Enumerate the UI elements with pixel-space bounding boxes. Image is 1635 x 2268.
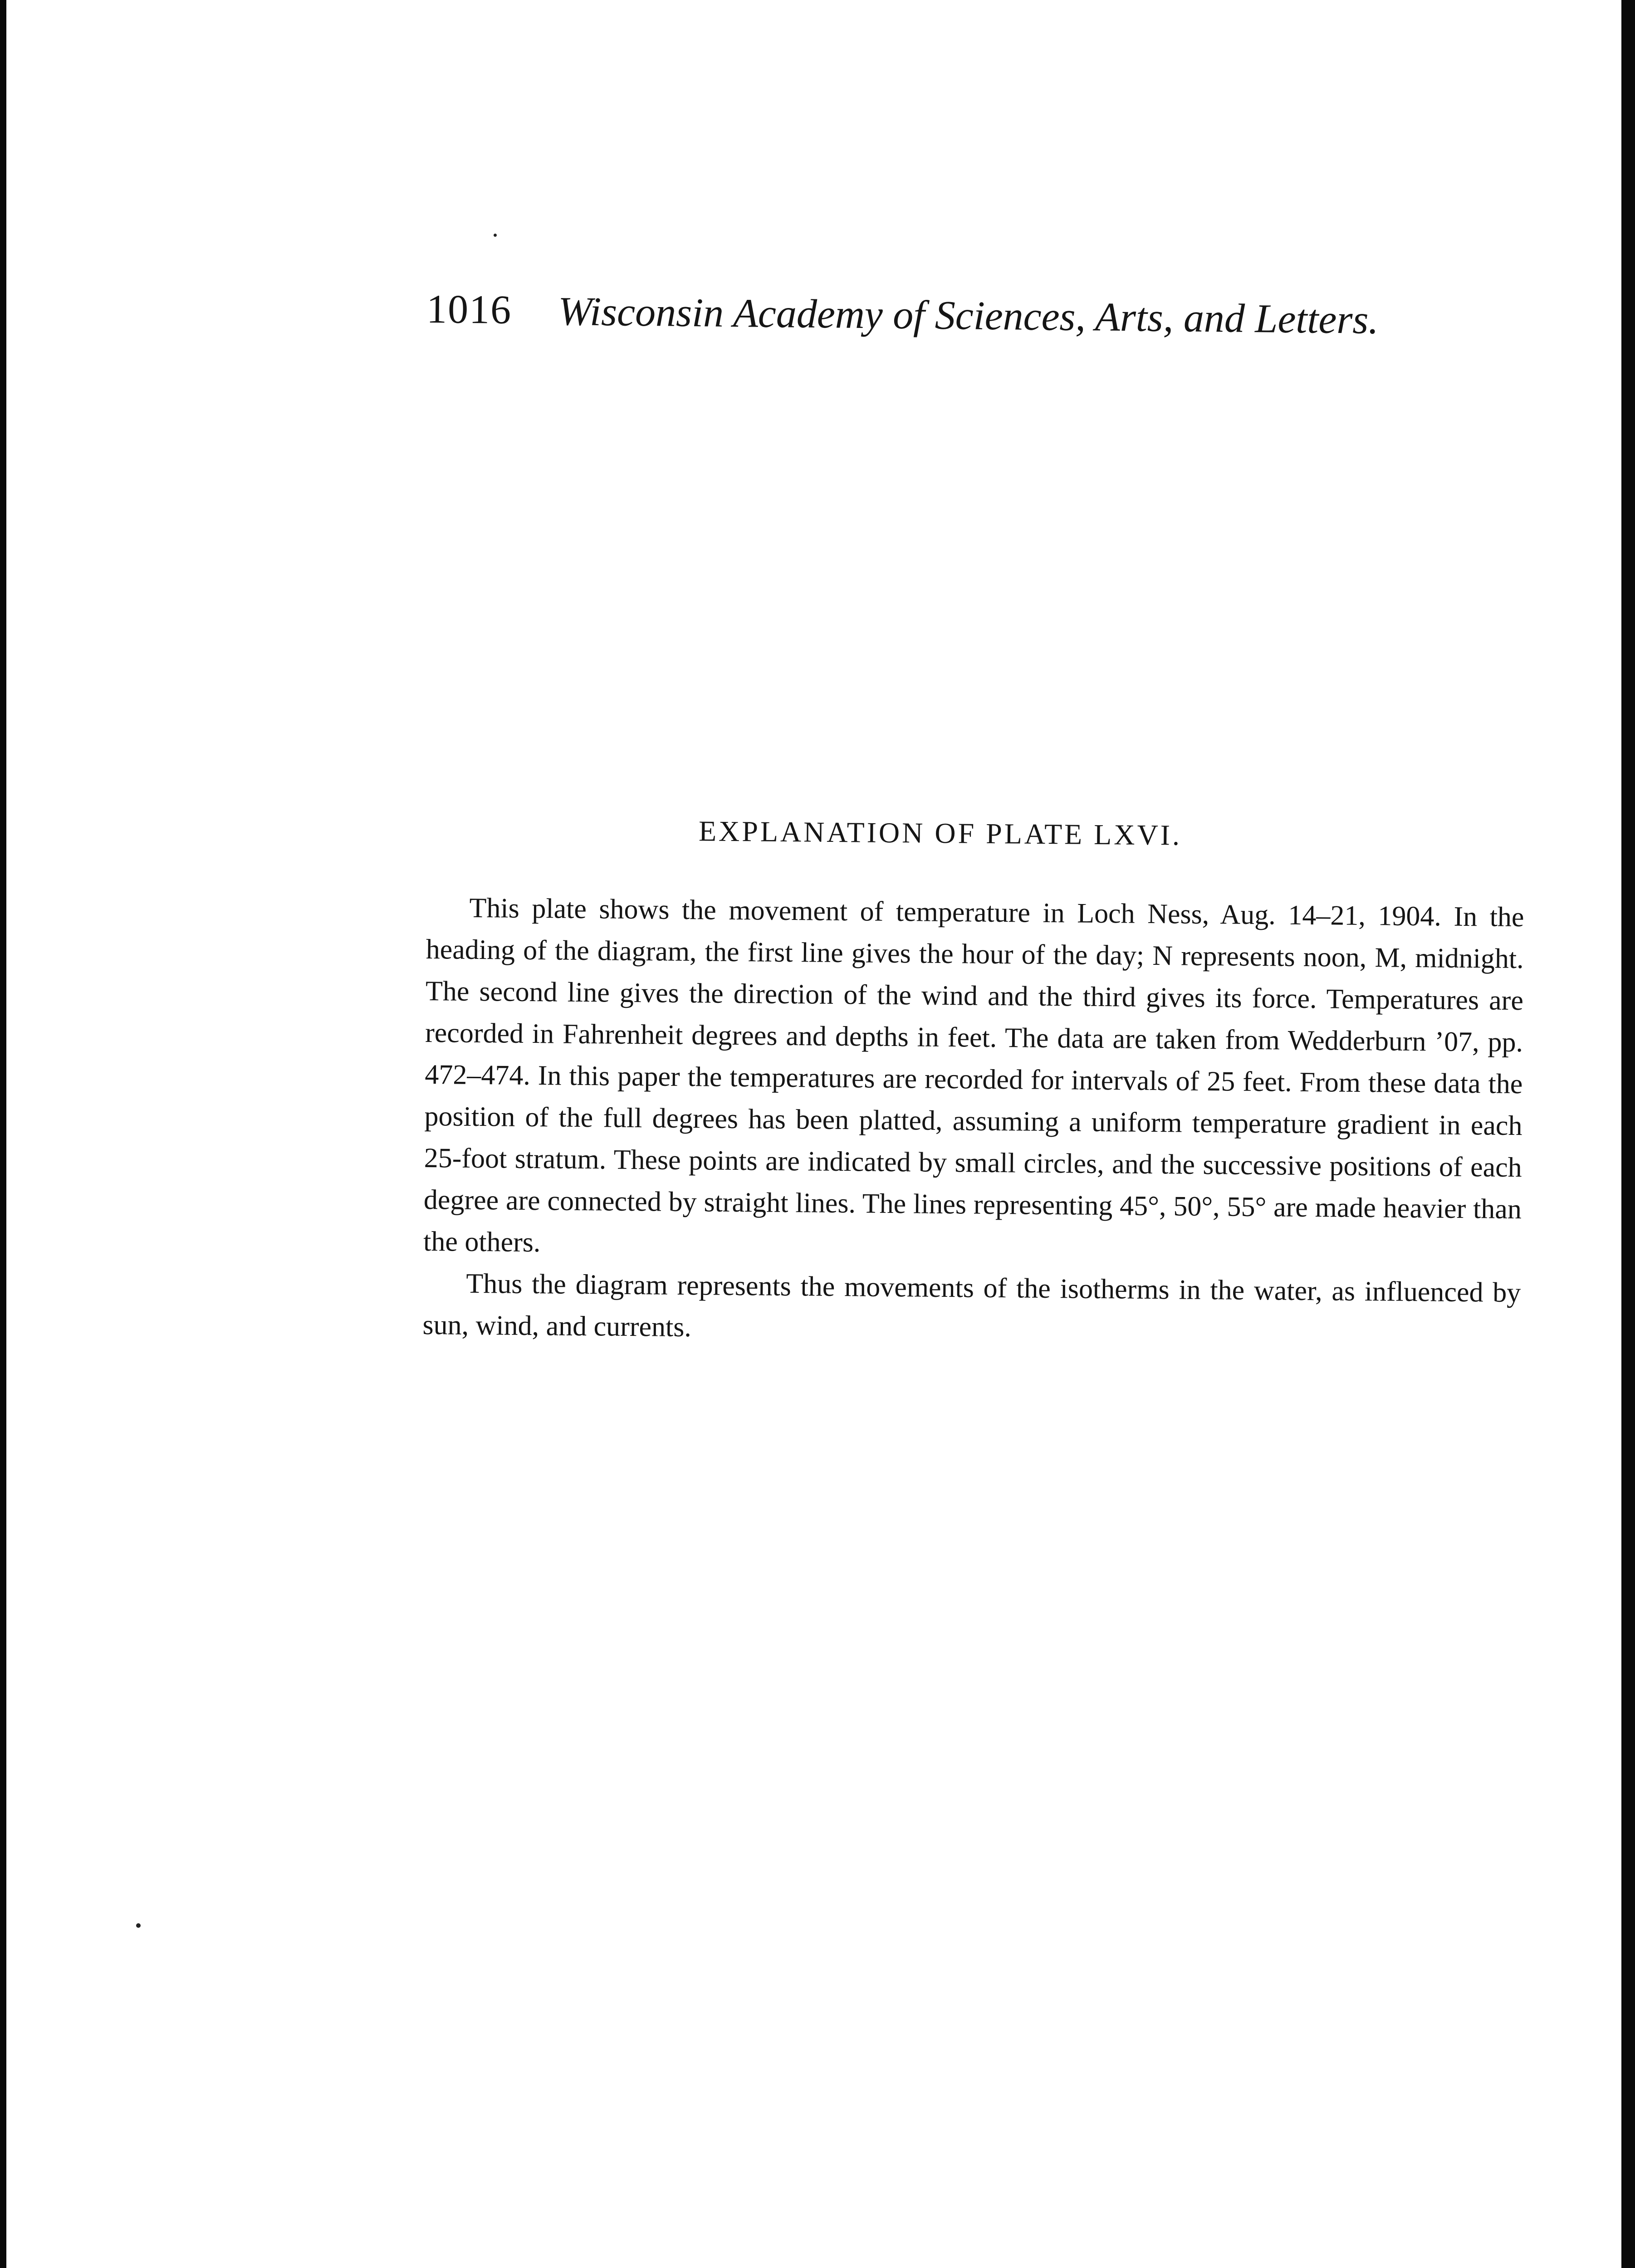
paragraph: This plate shows the movement of temperature in Loch Ness, Aug. 14–21, 1904. In the heading of the diagram, the first line gives the hour of the day; N represents noon, M, midnight. The second line gives the direction of the wind and the third gives its force. Temperatures are recorded in Fahrenheit degrees and depths in feet. The data are taken from Wedderburn ’07, pp. 472–474. In this paper the temperatures are recorded for intervals of 25 feet. From these data the position of the full degrees has been platted, assuming a uniform temperature gradient in each 25-foot stratum. These points are indicated by small circles, and the successive positions of each degree are connected by straight lines. The lines representing 45°, 50°, 55° are made heavier than the others.	[423, 892, 1524, 1258]
body-text	[422, 887, 1524, 1355]
page-header	[426, 277, 1443, 369]
page-number: 1016	[426, 287, 512, 332]
scan-speck	[136, 1923, 141, 1928]
scan-speck	[494, 234, 497, 237]
paragraph: Thus the diagram represents the movements of the isotherms in the water, as influenced by sun, wind, and currents.	[422, 1268, 1521, 1343]
section-heading: EXPLANATION OF PLATE LXVI.	[698, 815, 1182, 851]
running-title: Wisconsin Academy of Sciences, Arts, and Letters.	[558, 289, 1379, 342]
